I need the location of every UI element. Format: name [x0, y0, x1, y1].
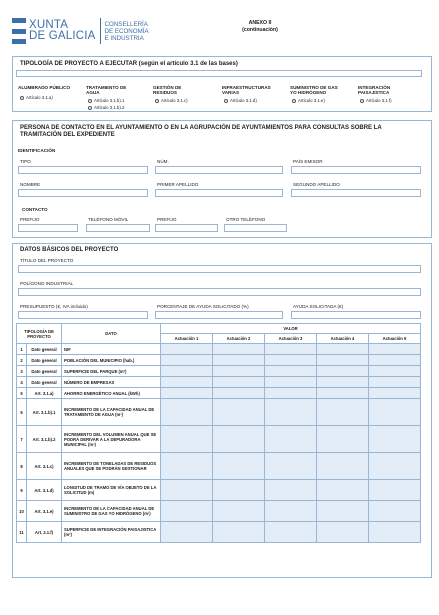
th-tipologia: TIPOLOGÍA DE PROYECTO: [17, 324, 62, 344]
option-label: Artículo 3.1.b).1: [94, 98, 125, 103]
row-data-label: AHORRO ENERGÉTICO ANUAL (kWh): [62, 388, 161, 399]
movil-label: TELÉFONO MÓVIL: [88, 217, 129, 222]
value-cell-actuacion-4[interactable]: [317, 426, 369, 453]
row-number: 7: [17, 426, 27, 453]
row-number: 10: [17, 501, 27, 522]
poligono-field[interactable]: [18, 288, 421, 296]
titulo-label: TÍTULO DEL PROYECTO: [20, 258, 74, 263]
type-option-3-1-e[interactable]: [292, 98, 325, 103]
value-cell-actuacion-3[interactable]: [265, 344, 317, 355]
nombre-field[interactable]: [18, 189, 148, 197]
otro-field[interactable]: [224, 224, 287, 232]
num-field[interactable]: [155, 166, 283, 174]
value-cell-actuacion-2[interactable]: [213, 388, 265, 399]
value-cell-actuacion-5[interactable]: [369, 522, 421, 543]
nombre-label: NOMBRE: [20, 182, 41, 187]
type-heading-3: GESTIÓN DE RESIDUOS: [153, 85, 182, 96]
type-option-3-1-f[interactable]: [360, 98, 392, 103]
table-row: [17, 480, 421, 501]
type-option-3-1-b2[interactable]: [88, 105, 124, 110]
row-number: 2: [17, 355, 27, 366]
th-actuacion-2: Actuación 2: [213, 334, 265, 344]
value-cell-actuacion-3[interactable]: [265, 480, 317, 501]
value-cell-actuacion-4[interactable]: [317, 388, 369, 399]
value-cell-actuacion-3[interactable]: [265, 453, 317, 480]
value-cell-actuacion-4[interactable]: [317, 522, 369, 543]
radio-icon: [88, 106, 92, 110]
option-label: Artículo 3.1.b).2: [94, 105, 125, 110]
identification-label: IDENTIFICACIÓN: [18, 148, 56, 153]
row-data-label: SUPERFICIE DEL PARQUE (m²): [62, 366, 161, 377]
row-data-label: LONGITUD DE TRAMO DE VÍA OBJETO DE LA SOLICITUD (m): [62, 480, 161, 501]
type-heading-2: TRATAMIENTO DE AGUA: [86, 85, 127, 96]
annex-label: ANEXO II: [248, 20, 272, 26]
value-cell-actuacion-1[interactable]: [161, 501, 213, 522]
value-cell-actuacion-2[interactable]: [213, 501, 265, 522]
value-cell-actuacion-2[interactable]: [213, 399, 265, 426]
ayuda-label: AYUDA SOLICITADA (€): [293, 304, 344, 309]
row-type: Art. 3.1.c): [27, 453, 62, 480]
radio-icon: [360, 99, 364, 103]
value-cell-actuacion-1[interactable]: [161, 480, 213, 501]
value-cell-actuacion-3[interactable]: [265, 355, 317, 366]
value-cell-actuacion-5[interactable]: [369, 355, 421, 366]
value-cell-actuacion-3[interactable]: [265, 426, 317, 453]
row-number: 9: [17, 480, 27, 501]
row-type: Art. 3.1.d): [27, 480, 62, 501]
apellido2-label: SEGUNDO APELLIDO: [293, 182, 340, 187]
tipo-field[interactable]: [18, 166, 148, 174]
value-cell-actuacion-1[interactable]: [161, 453, 213, 480]
movil-field[interactable]: [86, 224, 150, 232]
presupuesto-field[interactable]: [18, 311, 148, 319]
th-actuacion-5: Actuación 5: [369, 334, 421, 344]
logo-line1: XUNTA: [29, 19, 69, 31]
row-type: Art. 3.1.e): [27, 501, 62, 522]
type-option-3-1-d[interactable]: [224, 98, 257, 103]
row-data-label: INCREMENTO DE LA CAPACIDAD ANUAL DE TRATAMIENTO DE AGUA (m³): [62, 399, 161, 426]
value-cell-actuacion-4[interactable]: [317, 501, 369, 522]
th-actuacion-1: Actuación 1: [161, 334, 213, 344]
num-label: NÚM.: [157, 159, 169, 164]
row-data-label: NÚMERO DE EMPRESAS: [62, 377, 161, 388]
value-cell-actuacion-1[interactable]: [161, 377, 213, 388]
row-data-label: INCREMENTO DE TONELADAS DE RESIDUOS ANUALES QUE SE PODRÁN GESTIONAR: [62, 453, 161, 480]
value-cell-actuacion-3[interactable]: [265, 388, 317, 399]
document-header: [12, 18, 432, 50]
value-cell-actuacion-2[interactable]: [213, 426, 265, 453]
contacto-label: CONTACTO: [22, 207, 48, 212]
table-row: [17, 355, 421, 366]
value-cell-actuacion-3[interactable]: [265, 501, 317, 522]
table-row: [17, 426, 421, 453]
value-cell-actuacion-1[interactable]: [161, 399, 213, 426]
th-dato: DATO: [62, 324, 161, 344]
logo-divider: [100, 18, 101, 44]
value-cell-actuacion-4[interactable]: [317, 366, 369, 377]
type-option-3-1-b1[interactable]: [88, 98, 124, 103]
table-row: [17, 453, 421, 480]
value-cell-actuacion-5[interactable]: [369, 453, 421, 480]
section-project-type-title: TIPOLOGÍA DE PROYECTO A EJECUTAR (según el artículo 3.1 de las bases): [20, 61, 238, 67]
row-type: Art. 3.1.b).2: [27, 426, 62, 453]
value-cell-actuacion-4[interactable]: [317, 399, 369, 426]
value-cell-actuacion-2[interactable]: [213, 344, 265, 355]
poligono-label: POLÍGONO INDUSTRIAL: [20, 281, 74, 286]
xunta-logo-icon: [12, 18, 26, 44]
presupuesto-label: PRESUPUESTO (€, IVA incluido): [20, 304, 88, 309]
th-actuacion-3: Actuación 3: [265, 334, 317, 344]
value-cell-actuacion-2[interactable]: [213, 453, 265, 480]
th-valor: VALOR: [161, 324, 421, 334]
value-cell-actuacion-1[interactable]: [161, 388, 213, 399]
value-cell-actuacion-4[interactable]: [317, 453, 369, 480]
option-label: Artículo 3.1.a): [26, 95, 53, 100]
row-data-label: NIF: [62, 344, 161, 355]
row-data-label: SUPERFICIE DE INTEGRACIÓN PAISAJISTICA (m²): [62, 522, 161, 543]
row-number: 1: [17, 344, 27, 355]
value-cell-actuacion-5[interactable]: [369, 366, 421, 377]
section-contact-title: PERSONA DE CONTACTO EN EL AYUNTAMIENTO O EN LA AGRUPACIÓN DE AYUNTAMIENTOS PARA CONSULTAS SOBRE LA TRAMITACIÓN DEL EXPEDIENTE: [20, 125, 382, 138]
dept-line2: DE ECONOMÍA: [104, 27, 149, 35]
value-cell-actuacion-5[interactable]: [369, 480, 421, 501]
value-cell-actuacion-2[interactable]: [213, 366, 265, 377]
xunta-logo: [12, 18, 149, 44]
value-cell-actuacion-2[interactable]: [213, 355, 265, 366]
value-cell-actuacion-5[interactable]: [369, 388, 421, 399]
titulo-field[interactable]: [18, 265, 421, 273]
porcentaje-field[interactable]: [155, 311, 283, 319]
row-type: Art. 3.1.b).1: [27, 399, 62, 426]
row-data-label: POBLACIÓN DEL MUNICIPIO (hab.): [62, 355, 161, 366]
type-heading-4: INFRAESTRUCTURAS VARIAS: [222, 85, 271, 96]
logo-line2: DE GALICIA: [29, 30, 96, 42]
row-number: 3: [17, 366, 27, 377]
row-data-label: INCREMENTO DE LA CAPACIDAD ANUAL DE SUMINISTRO DE GAS YO HIDRÓGENO (m³): [62, 501, 161, 522]
row-type: Dato general: [27, 344, 62, 355]
type-heading-5: SUMINISTRO DE GAS YO HIDRÓGENO: [290, 85, 338, 96]
value-cell-actuacion-5[interactable]: [369, 344, 421, 355]
section-project-data-title: DATOS BÁSICOS DEL PROYECTO: [20, 247, 119, 253]
row-data-label: INCREMENTO DEL VOLUMEN ANUAL QUE SE PODRÁ DERIVAR A LA DEPURADORA MUNICIPAL (m³): [62, 426, 161, 453]
table-row: [17, 366, 421, 377]
annex-title: [230, 20, 290, 34]
type-heading-6: INTEGRACIÓN PAISAJISTICA: [358, 85, 391, 96]
row-number: 4: [17, 377, 27, 388]
option-label: Artículo 3.1.f): [366, 98, 392, 103]
prefijo2-field[interactable]: [155, 224, 218, 232]
option-label: Artículo 3.1.c): [161, 98, 188, 103]
th-actuacion-4: Actuación 4: [317, 334, 369, 344]
data-table: [16, 323, 421, 543]
value-cell-actuacion-1[interactable]: [161, 522, 213, 543]
dept-line1: CONSELLERÍA: [104, 20, 148, 28]
project-type-field[interactable]: [16, 70, 422, 77]
type-option-3-1-a[interactable]: [20, 95, 53, 100]
apellido2-field[interactable]: [291, 189, 421, 197]
value-cell-actuacion-4[interactable]: [317, 355, 369, 366]
value-cell-actuacion-1[interactable]: [161, 366, 213, 377]
radio-icon: [224, 99, 228, 103]
value-cell-actuacion-5[interactable]: [369, 399, 421, 426]
prefijo2-label: PREFIJO: [157, 217, 177, 222]
row-type: Dato general: [27, 377, 62, 388]
table-row: [17, 388, 421, 399]
row-number: 11: [17, 522, 27, 543]
row-type: Art. 3.1.a): [27, 388, 62, 399]
value-cell-actuacion-4[interactable]: [317, 480, 369, 501]
row-type: Dato general: [27, 366, 62, 377]
ayuda-field[interactable]: [291, 311, 421, 319]
option-label: Artículo 3.1.e): [298, 98, 325, 103]
value-cell-actuacion-5[interactable]: [369, 377, 421, 388]
value-cell-actuacion-2[interactable]: [213, 480, 265, 501]
table-row: [17, 344, 421, 355]
radio-icon: [292, 99, 296, 103]
row-number: 6: [17, 399, 27, 426]
value-cell-actuacion-3[interactable]: [265, 522, 317, 543]
radio-icon: [20, 96, 24, 100]
dept-line3: E INDUSTRIA: [104, 34, 144, 42]
row-type: Art. 3.1.f): [27, 522, 62, 543]
value-cell-actuacion-4[interactable]: [317, 344, 369, 355]
apellido1-field[interactable]: [155, 189, 283, 197]
apellido1-label: PRIMER APELLIDO: [157, 182, 199, 187]
value-cell-actuacion-1[interactable]: [161, 426, 213, 453]
pais-field[interactable]: [291, 166, 421, 174]
type-option-3-1-c[interactable]: [155, 98, 188, 103]
row-number: 8: [17, 453, 27, 480]
value-cell-actuacion-3[interactable]: [265, 366, 317, 377]
otro-label: OTRO TELÉFONO: [226, 217, 266, 222]
value-cell-actuacion-1[interactable]: [161, 355, 213, 366]
value-cell-actuacion-5[interactable]: [369, 501, 421, 522]
value-cell-actuacion-2[interactable]: [213, 377, 265, 388]
annex-sub: (continuación): [242, 27, 278, 33]
table-row: [17, 399, 421, 426]
radio-icon: [155, 99, 159, 103]
value-cell-actuacion-4[interactable]: [317, 377, 369, 388]
value-cell-actuacion-5[interactable]: [369, 426, 421, 453]
pais-label: PAÍS EMISOR: [293, 159, 323, 164]
value-cell-actuacion-2[interactable]: [213, 522, 265, 543]
row-type: Dato general: [27, 355, 62, 366]
option-label: Artículo 3.1.d): [230, 98, 257, 103]
table-row: [17, 522, 421, 543]
type-heading-1: ALUMBRADO PÚBLICO: [18, 85, 71, 90]
row-number: 5: [17, 388, 27, 399]
value-cell-actuacion-1[interactable]: [161, 344, 213, 355]
tipo-label: TIPO: [20, 159, 31, 164]
value-cell-actuacion-3[interactable]: [265, 377, 317, 388]
radio-icon: [88, 99, 92, 103]
porcentaje-label: PORCENTAJE DE AYUDA SOLICITADO (%): [157, 304, 249, 309]
prefijo1-field[interactable]: [18, 224, 78, 232]
table-row: [17, 377, 421, 388]
value-cell-actuacion-3[interactable]: [265, 399, 317, 426]
table-row: [17, 501, 421, 522]
prefijo1-label: PREFIJO: [20, 217, 40, 222]
